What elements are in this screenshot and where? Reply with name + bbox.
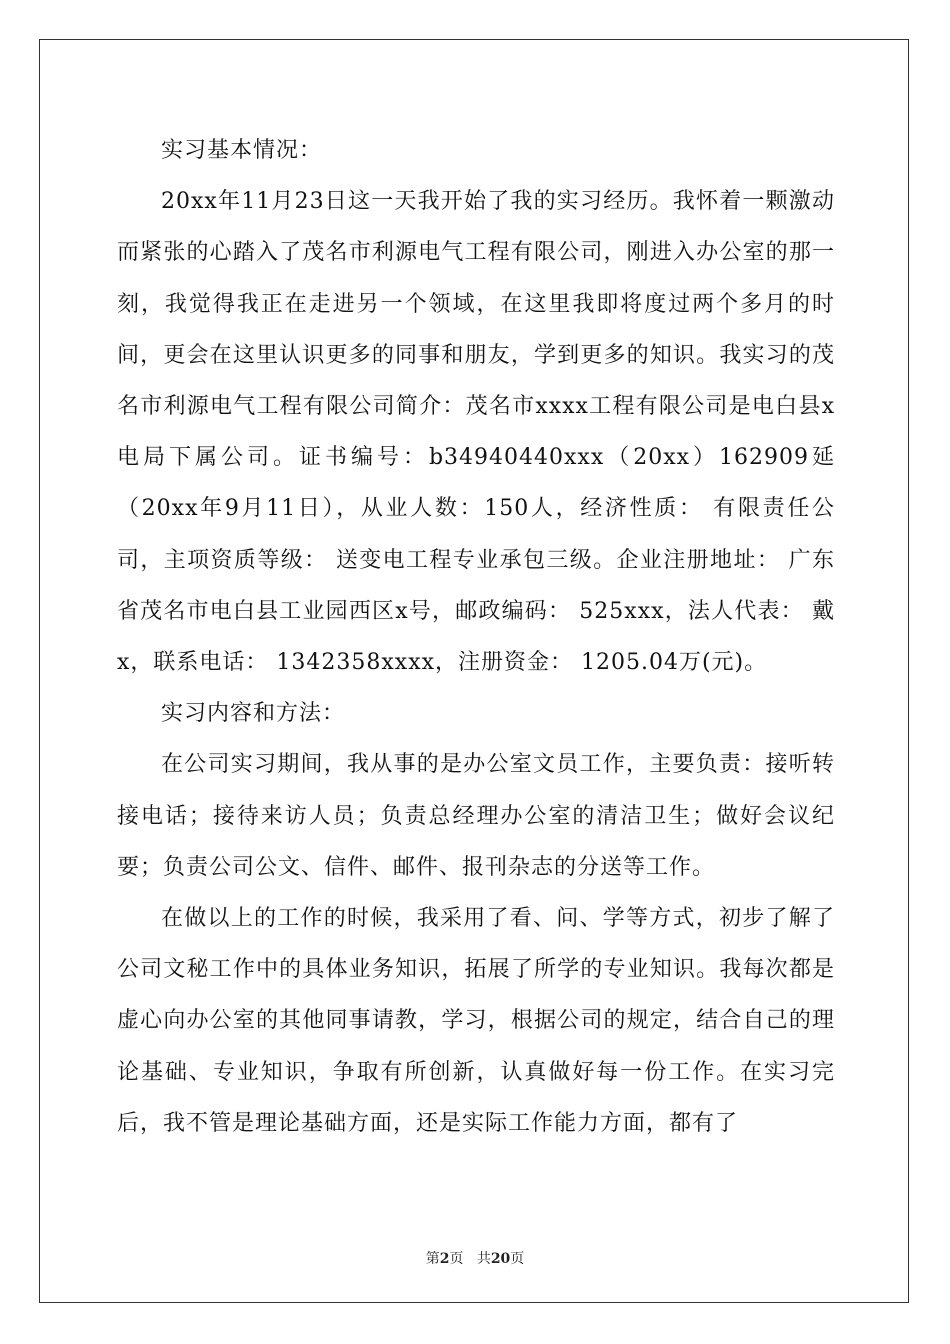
paragraph: 在公司实习期间，我从事的是办公室文员工作，主要负责：接听转接电话；接待来访人员；负责总经理办公室的清洁卫生；做好会议纪要；负责公司公文、信件、邮件、报刊杂志的分送等工作。 [117, 752, 835, 880]
total-pages-suffix: 页 [510, 1251, 525, 1267]
page-number-suffix: 页 [449, 1251, 464, 1267]
document-body [117, 125, 835, 1149]
paragraph: 在做以上的工作的时候，我采用了看、问、学等方式，初步了解了公司文秘工作中的具体业务知识，拓展了所学的专业知识。我每次都是虚心向办公室的其他同事请教，学习，根据公司的规定，结合自己的理论基础、专业知识，争取有所创新，认真做好每一份工作。在实习完后，我不管是理论基础方面，还是实际工作能力方面，都有了 [117, 906, 835, 1136]
page-footer [0, 1248, 950, 1268]
total-pages-prefix: 共 [476, 1251, 491, 1267]
section-heading: 实习基本情况： [161, 138, 323, 163]
paragraph: 20xx年11月23日这一天我开始了我的实习经历。我怀着一颗激动而紧张的心踏入了茂名市利源电气工程有限公司，刚进入办公室的那一刻，我觉得我正在走进另一个领域，在这里我即将度过两个多月的时间，更会在这里认识更多的同事和朋友，学到更多的知识。我实习的茂名市利源电气工程有限公司简介：茂名市xxxx工程有限公司是电白县x电局下属公司。证书编号：b34940440xxx（20xx）162909延（20xx年9月11日），从业人数：150人，经济性质： 有限责任公司，主项资质等级： 送变电工程专业承包三级。企业注册地址： 广东省茂名市电白县工业园西区x号，邮政编码： 525xxx，法人代表： 戴x，联系电话： 1342358xxxx，注册资金： 1205.04万(元)。 [117, 189, 835, 676]
page-number: 2 [439, 1251, 450, 1267]
total-pages: 20 [490, 1251, 511, 1267]
page-number-prefix: 第 [425, 1251, 440, 1267]
section-heading: 实习内容和方法： [161, 701, 346, 727]
